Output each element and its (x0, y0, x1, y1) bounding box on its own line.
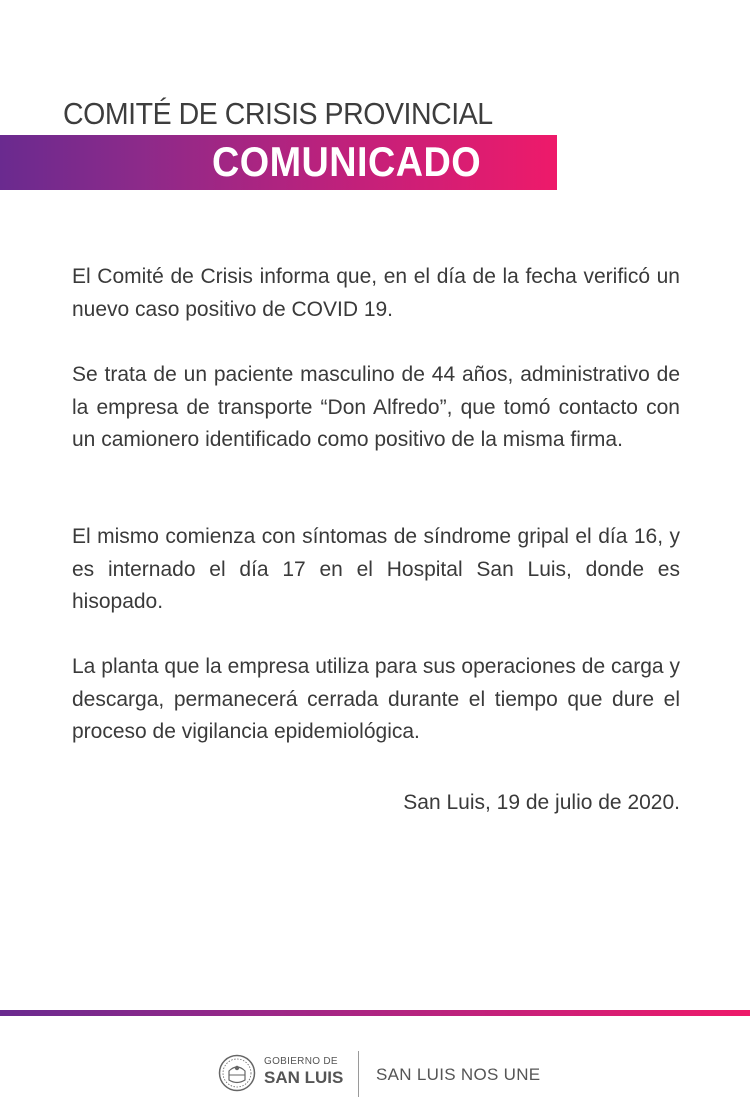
footer-slogan: SAN LUIS NOS UNE (376, 1065, 541, 1084)
paragraph-3: El mismo comienza con síntomas de síndrome gripal el día 16, y es internado el día 17 en el Hospital San Luis, donde es hisopado. (72, 525, 680, 613)
footer-gradient-bar (0, 1010, 750, 1016)
banner-title: COMUNICADO (212, 138, 482, 185)
gov-logo-line1: GOBIERNO DE (264, 1056, 338, 1067)
footer-divider (358, 1051, 359, 1097)
paragraph-4: La planta que la empresa utiliza para sus operaciones de carga y descarga, permanecerá cerrada durante el tiempo que dure el proceso de vigilancia epidemiológica. (72, 655, 680, 743)
footer (0, 1046, 750, 1102)
header-title: COMITÉ DE CRISIS PROVINCIAL (63, 96, 493, 131)
paragraph-2: Se trata de un paciente masculino de 44 años, administrativo de la empresa de transporte “Don Alfredo”, que tomó contacto con un camionero identificado como positivo de la misma firma. (72, 363, 680, 451)
provincial-seal-icon (218, 1054, 256, 1092)
gov-logo-line2: SAN LUIS (264, 1068, 344, 1087)
paragraph-1: El Comité de Crisis informa que, en el día de la fecha verificó un nuevo caso positivo de COVID 19. (72, 265, 680, 321)
signature-date: San Luis, 19 de julio de 2020. (403, 791, 680, 814)
